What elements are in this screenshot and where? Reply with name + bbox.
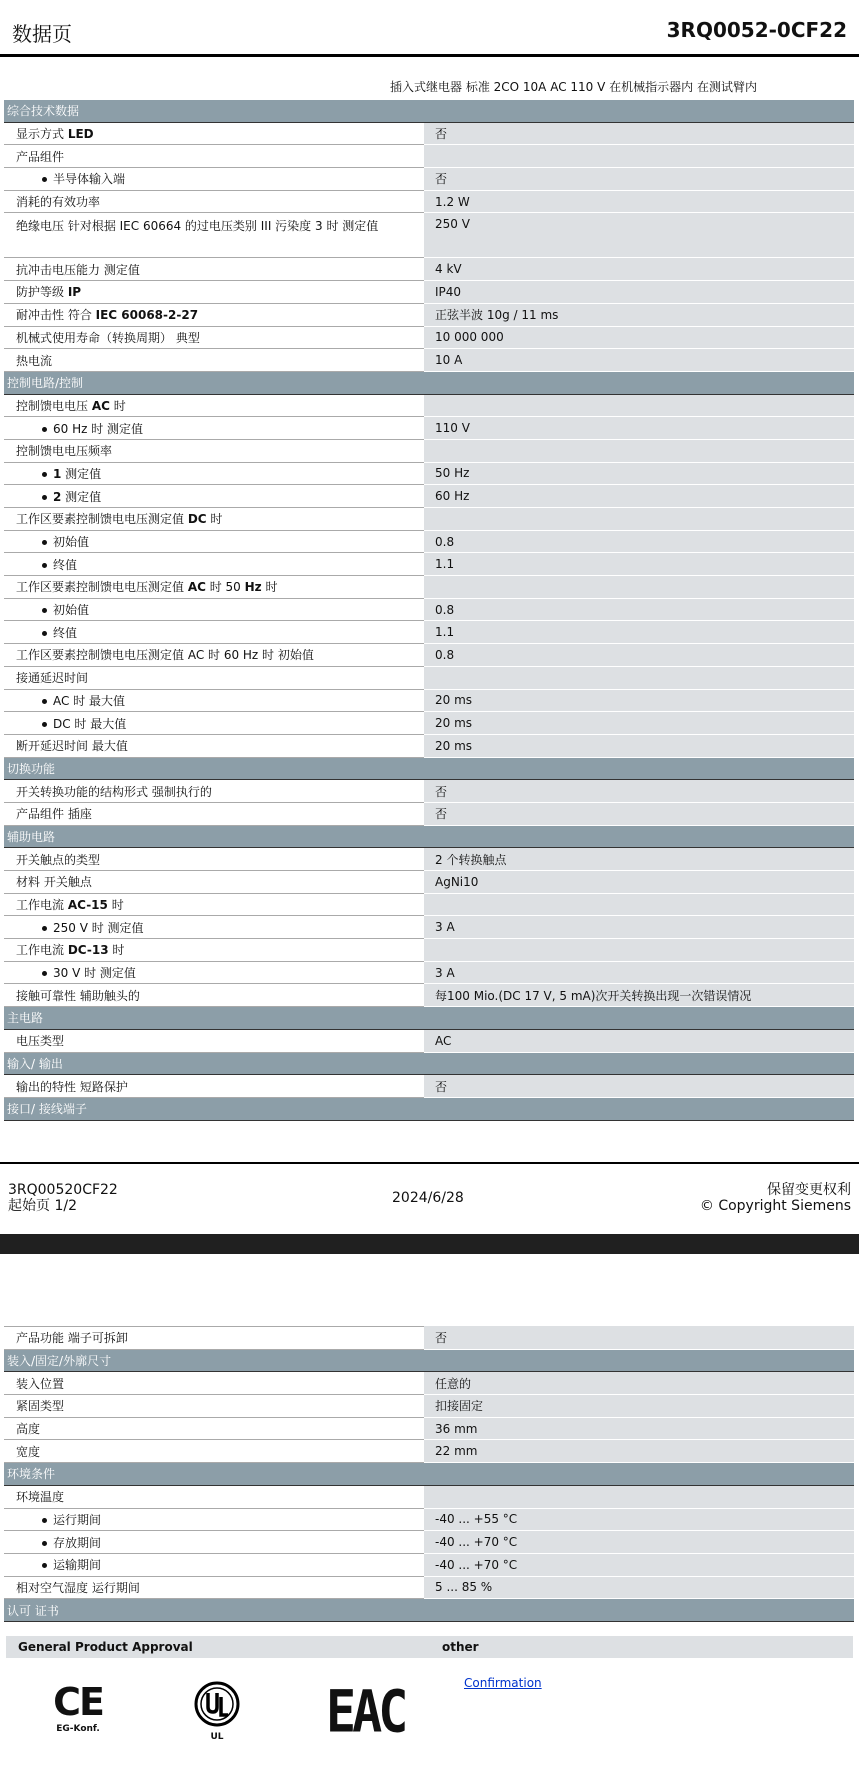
footer-product-id: 3RQ00520CF22	[8, 1182, 118, 1198]
spec-row: 半导体输入端 否	[4, 168, 854, 191]
spec-row: 终值 1.1	[4, 553, 854, 576]
section-header: 输入/ 输出	[4, 1053, 854, 1076]
spec-row: 工作区要素控制馈电电压测定值 DC 时	[4, 508, 854, 531]
bullet-icon	[42, 722, 47, 727]
spec-row: 初始值 0.8	[4, 599, 854, 622]
bullet-icon	[42, 1518, 47, 1523]
spec-row: 工作电流 DC-13 时	[4, 939, 854, 962]
spec-row: 产品功能 端子可拆卸 否	[4, 1326, 854, 1350]
spec-row: 热电流 10 A	[4, 349, 854, 372]
bullet-icon	[42, 699, 47, 704]
section-header: 控制电路/控制	[4, 372, 854, 395]
ce-mark-icon: CE EG-Konf.	[53, 1680, 103, 1734]
spec-row: 宽度 22 mm	[4, 1440, 854, 1463]
spec-row: 消耗的有效功率 1.2 W	[4, 191, 854, 214]
spec-row: 30 V 时 测定值 3 A	[4, 962, 854, 985]
bullet-icon	[42, 472, 47, 477]
section-header: 切换功能	[4, 758, 854, 781]
spec-row: 控制馈电电压 AC 时	[4, 395, 854, 418]
spec-row: 显示方式 LED 否	[4, 123, 854, 146]
spec-row: 环境温度	[4, 1486, 854, 1509]
section-header: 装入/固定/外廓尺寸	[4, 1350, 854, 1373]
bullet-icon	[42, 1563, 47, 1568]
bullet-icon	[42, 495, 47, 500]
page-divider	[0, 1234, 859, 1254]
section-header: 辅助电路	[4, 826, 854, 849]
spec-row: 2 测定值 60 Hz	[4, 485, 854, 508]
bullet-icon	[42, 971, 47, 976]
bullet-icon	[42, 1541, 47, 1546]
spec-table-page-2	[4, 1326, 854, 1622]
bullet-icon	[42, 926, 47, 931]
spec-row: 紧固类型 扣接固定	[4, 1395, 854, 1418]
spec-row: 1 测定值 50 Hz	[4, 463, 854, 486]
spec-row: 绝缘电压 针对根据 IEC 60664 的过电压类别 III 污染度 3 时 测定值 250 V	[4, 213, 854, 258]
bullet-icon	[42, 563, 47, 568]
spec-row: 存放期间 -40 ... +70 °C	[4, 1531, 854, 1554]
spec-row: 耐冲击性 符合 IEC 60068-2-27 正弦半波 10g / 11 ms	[4, 304, 854, 327]
page-title: 数据页	[12, 22, 72, 46]
spec-row: 产品组件 插座 否	[4, 803, 854, 826]
spec-row: 60 Hz 时 测定值 110 V	[4, 417, 854, 440]
ul-mark-icon: UL	[192, 1680, 242, 1742]
page-footer	[0, 1162, 859, 1234]
spec-row: 终值 1.1	[4, 621, 854, 644]
spec-row: 机械式使用寿命（转换周期） 典型 10 000 000	[4, 327, 854, 350]
approval-col-general: General Product Approval	[6, 1636, 438, 1658]
spec-row: 250 V 时 测定值 3 A	[4, 916, 854, 939]
footer-rights: 保留变更权利	[767, 1182, 851, 1198]
spec-row: DC 时 最大值 20 ms	[4, 712, 854, 735]
spec-row: AC 时 最大值 20 ms	[4, 690, 854, 713]
spec-row: 相对空气湿度 运行期间 5 ... 85 %	[4, 1577, 854, 1600]
spec-row: 装入位置 任意的	[4, 1372, 854, 1395]
page-header	[0, 0, 859, 57]
spec-row: 工作区要素控制馈电电压测定值 AC 时 50 Hz 时	[4, 576, 854, 599]
spec-row: 工作区要素控制馈电电压测定值 AC 时 60 Hz 时 初始值 0.8	[4, 644, 854, 667]
approval-header-row	[6, 1636, 853, 1658]
spec-row: 防护等级 IP IP40	[4, 281, 854, 304]
footer-date: 2024/6/28	[392, 1190, 464, 1206]
spec-row: 输出的特性 短路保护 否	[4, 1075, 854, 1098]
approval-col-other: other	[430, 1636, 853, 1658]
spec-row: 运输期间 -40 ... +70 °C	[4, 1554, 854, 1577]
spec-row: 控制馈电电压频率	[4, 440, 854, 463]
spec-row: 高度 36 mm	[4, 1418, 854, 1441]
spec-row: 断开延迟时间 最大值 20 ms	[4, 735, 854, 758]
spec-row: 电压类型 AC	[4, 1030, 854, 1053]
section-header: 认可 证书	[4, 1599, 854, 1622]
spec-row: 初始值 0.8	[4, 531, 854, 554]
spec-row: 工作电流 AC-15 时	[4, 894, 854, 917]
section-header: 主电路	[4, 1007, 854, 1030]
spec-row: 接触可靠性 辅助触头的 每100 Mio.(DC 17 V, 5 mA)次开关转换出现一次错误情况	[4, 984, 854, 1007]
spec-row: 开关转换功能的结构形式 强制执行的 否	[4, 780, 854, 803]
bullet-icon	[42, 177, 47, 182]
spec-row: 接通延迟时间	[4, 667, 854, 690]
spec-row: 产品组件	[4, 145, 854, 168]
product-code: 3RQ0052-0CF22	[666, 18, 847, 42]
eac-mark-icon: EAC	[326, 1678, 405, 1746]
bullet-icon	[42, 608, 47, 613]
spec-table-page-1	[4, 100, 854, 1121]
footer-page-number: 起始页 1/2	[8, 1198, 77, 1214]
spec-row: 开关触点的类型 2 个转换触点	[4, 848, 854, 871]
section-header: 环境条件	[4, 1463, 854, 1486]
bullet-icon	[42, 631, 47, 636]
spec-row: 运行期间 -40 ... +55 °C	[4, 1509, 854, 1532]
spec-row: 材料 开关触点 AgNi10	[4, 871, 854, 894]
product-description: 插入式继电器 标准 2CO 10A AC 110 V 在机械指示器内 在测试臂内	[390, 80, 757, 94]
footer-copyright: © Copyright Siemens	[699, 1198, 851, 1214]
spec-row: 抗冲击电压能力 测定值 4 kV	[4, 258, 854, 281]
section-header: 接口/ 接线端子	[4, 1098, 854, 1121]
bullet-icon	[42, 427, 47, 432]
confirmation-link[interactable]: Confirmation	[464, 1676, 542, 1690]
bullet-icon	[42, 540, 47, 545]
section-header: 综合技术数据	[4, 100, 854, 123]
